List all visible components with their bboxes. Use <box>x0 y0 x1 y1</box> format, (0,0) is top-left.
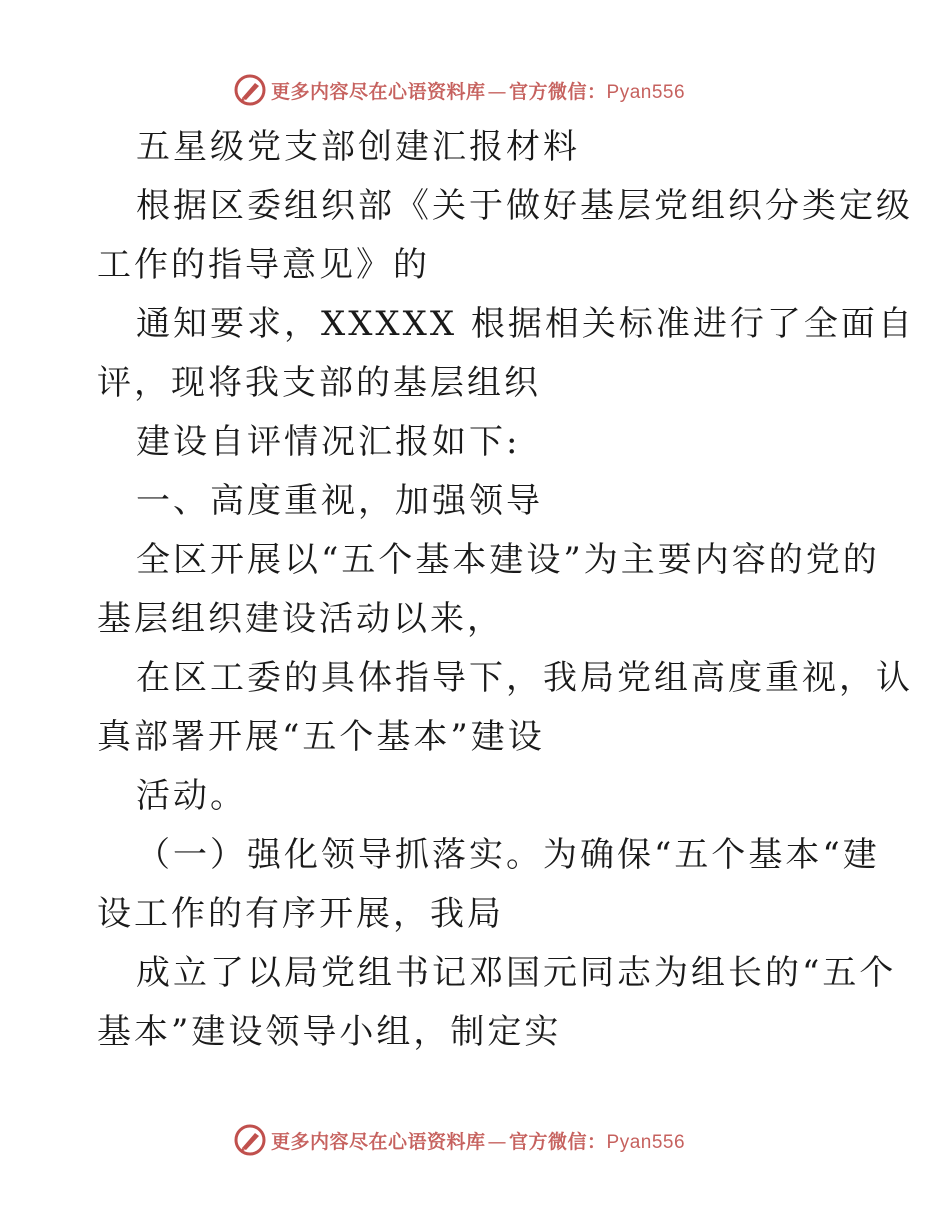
watermark-handle: Pyan556 <box>606 81 686 103</box>
paragraph-line: 真部署开展“五个基本”建设 <box>97 717 545 757</box>
watermark-footer <box>233 1122 685 1158</box>
document-title: 五星级党支部创建汇报材料 <box>136 127 580 167</box>
paragraph-line: 评，现将我支部的基层组织 <box>97 363 541 403</box>
pen-logo-icon <box>233 1123 267 1157</box>
subsection-heading: （一）强化领导抓落实。为确保“五个基本“建 <box>136 835 880 875</box>
paragraph-line: 工作的指导意见》的 <box>97 245 430 285</box>
pen-logo-icon <box>233 73 267 107</box>
paragraph-line: 基层组织建设活动以来， <box>97 599 504 639</box>
watermark-official: 官方微信： <box>509 80 607 103</box>
watermark-main: 更多内容尽在心语资料库 <box>271 80 486 103</box>
paragraph-line: 成立了以局党组书记邓国元同志为组长的“五个 <box>136 953 897 993</box>
paragraph-line: 通知要求，XXXXX 根据相关标准进行了全面自 <box>136 304 915 344</box>
watermark-text <box>271 1127 685 1154</box>
section-heading: 一、高度重视，加强领导 <box>136 481 543 521</box>
watermark-main: 更多内容尽在心语资料库 <box>271 1130 486 1153</box>
paragraph-line: 基本”建设领导小组，制定实 <box>97 1012 562 1052</box>
document-body <box>97 118 915 1062</box>
watermark-header <box>233 72 685 108</box>
paragraph-line: 设工作的有序开展，我局 <box>97 894 504 934</box>
watermark-handle: Pyan556 <box>606 1131 686 1153</box>
watermark-dash: — <box>487 1130 508 1153</box>
watermark-text <box>271 77 685 104</box>
paragraph-line: 全区开展以“五个基本建设”为主要内容的党的 <box>136 540 880 580</box>
watermark-official: 官方微信： <box>509 1130 607 1153</box>
paragraph-line: 根据区委组织部《关于做好基层党组织分类定级 <box>136 186 913 226</box>
paragraph-line: 活动。 <box>136 776 247 816</box>
paragraph-line: 建设自评情况汇报如下: <box>136 422 521 462</box>
paragraph-line: 在区工委的具体指导下，我局党组高度重视，认 <box>136 658 913 698</box>
watermark-dash: — <box>487 80 508 103</box>
